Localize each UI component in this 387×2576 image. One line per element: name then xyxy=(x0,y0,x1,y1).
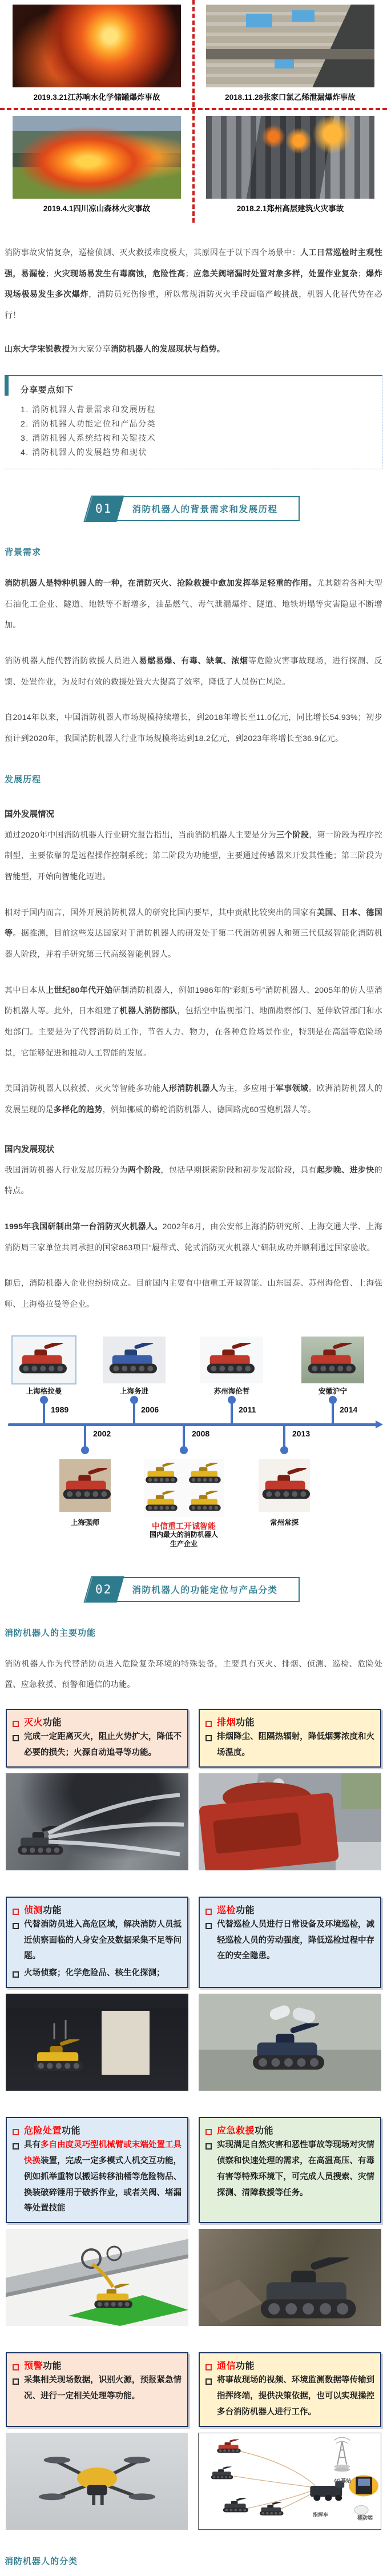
subheading-domestic: 国内发展现状 xyxy=(5,1145,54,1154)
garage-overlay xyxy=(6,1994,188,2091)
disaster-photo-liangshan xyxy=(13,116,181,199)
photo-patrol-robot xyxy=(199,1994,381,2091)
square-bullet-icon xyxy=(205,2129,212,2135)
share-point-item: 3. 消防机器人系统结构和关键技术 xyxy=(21,433,156,443)
square-bullet-icon xyxy=(205,2364,212,2370)
timeline-photo-grid xyxy=(144,1459,224,1517)
square-bullet-icon xyxy=(205,1923,212,1929)
disaster-photo-zhangjiakou xyxy=(206,5,374,87)
timeline-stem xyxy=(84,1426,86,1448)
timeline-stem xyxy=(183,1426,185,1448)
fire-robot-icon xyxy=(259,1468,310,1503)
red-dashed-horizontal-divider xyxy=(0,108,387,110)
photo-emergency-rescue-robot xyxy=(199,2229,381,2326)
function-box-smoke-exhaust xyxy=(199,1709,381,1768)
speaker-paragraph: 山东大学宋锐教授为大家分享消防机器人的发展现状与趋势。 xyxy=(5,344,225,353)
function-box-hazard-handling xyxy=(6,2117,188,2223)
disaster-photo-xiangshui xyxy=(13,5,181,87)
timeline-stem xyxy=(332,1400,334,1424)
label-4g-base-station: 4G基站 xyxy=(333,2477,351,2484)
disaster-caption: 2018.11.28张家口氯乙烯泄漏爆炸事故 xyxy=(225,93,356,102)
function-row-4 xyxy=(0,2352,387,2529)
square-bullet-icon xyxy=(13,1923,19,1929)
intro-paragraph: 消防事故灾情复杂，巡检侦测、灭火救援难度极大，其原因在于以下四个场景中：人工日常巡检时主观性强，易漏检；火灾现场易发生有毒腐蚀，危险性高；应急关阀堵漏时处置对象多样，处置作业复杂；爆炸现场极易发生多次爆炸，消防员死伤惨重，所以常规消防灭火手段面临严峻挑战，机器人化替代势在必行！ xyxy=(5,248,383,320)
square-bullet-icon xyxy=(205,1721,212,1727)
red-dashed-vertical-divider xyxy=(192,0,195,223)
timeline-stem xyxy=(43,1400,45,1424)
rubble-overlay xyxy=(199,2229,381,2326)
function-title: 灭火功能 xyxy=(24,1718,62,1728)
timeline-photo xyxy=(59,1459,111,1512)
section-title: 消防机器人的功能定位与产品分类 xyxy=(101,1577,299,1602)
function-body: 具有多自由度灵巧型机械臂或末端处置工具快换装置，完成一定多模式人机交互功能，例如抓举重物以搬运转移油桶等危险物品、换装破碎锤用于破拆作业，或者关阀、堵漏等处置技能 xyxy=(24,2140,182,2213)
photo-extinguish-robot xyxy=(6,1773,188,1870)
disaster-cell xyxy=(194,5,387,102)
timeline-company: 常州常探 xyxy=(269,1518,299,1527)
disaster-photo-grid xyxy=(0,0,387,223)
share-points-title: 分享要点如下 xyxy=(21,386,74,396)
square-bullet-icon xyxy=(13,1721,19,1727)
disaster-caption: 2019.4.1四川凉山森林火灾事故 xyxy=(43,204,151,213)
function-body: 完成一定距离灭火，阻止火势扩大，降低不必要的损失；火源自动追寻等功能。 xyxy=(24,1732,182,1757)
square-bullet-icon xyxy=(13,2378,19,2385)
abroad-paragraph-4: 美国消防机器人以救援、灭火等智能多功能人形消防机器人为主，多应用于军事领域。欧洲消防机器人的发展呈现的是多样化的趋势，例如挪威的蟒蛇消防机器人、德国路虎60雪炮机器人等。 xyxy=(5,1084,382,1114)
function-body-2: 火场侦察；化学危险品、核生化探测； xyxy=(24,1969,165,1978)
function-body: 将事故现场的视频、环境监测数据等传输到指挥终端，提供决策依据，也可以实现操控多台消防机器人进行工作。 xyxy=(217,2376,374,2417)
timeline-company: 苏州海伦哲 xyxy=(213,1387,250,1395)
timeline-company-sub2: 生产企业 xyxy=(170,1539,197,1548)
domestic-paragraph-1: 我国消防机器人行业发展历程分为两个阶段，包括早期探索阶段和初步发展阶段，具有起步晚、进步快的特点。 xyxy=(5,1165,382,1196)
function-body: 实现满足自然灾害和恶性事故等现场对灾情侦察和快速处理的需求，在高温高压、有毒有害等特殊环境下，可完成人员搜索、灾情探测、清障救援等任务。 xyxy=(217,2140,374,2197)
abroad-paragraph-1: 通过2020年中国消防机器人行业研究报告指出，当前消防机器人主要是分为三个阶段，第一阶段为程序控制型，主要依靠的是远程操作控制系统；第二阶段为功能型，主要通过传感器来开发其性能；第三阶段为智能型，开始向智能化迈进。 xyxy=(5,830,382,882)
fire-robot-icon xyxy=(141,1463,183,1486)
water-spray-overlay xyxy=(6,1773,188,1870)
timeline-year: 2002 xyxy=(93,1428,111,1438)
section-banner-01 xyxy=(0,496,387,522)
square-bullet-icon xyxy=(13,2364,19,2370)
photo-smoke-exhaust-robot xyxy=(199,1773,381,1870)
timeline-event-changtan xyxy=(247,1337,321,1550)
heading-classification: 消防机器人的分类 xyxy=(5,2556,78,2566)
heading-main-functions: 消防机器人的主要功能 xyxy=(5,1628,96,1638)
timeline-year: 2011 xyxy=(239,1404,256,1414)
disaster-cell xyxy=(0,116,194,214)
timeline-year: 2008 xyxy=(192,1428,210,1438)
timeline-dot xyxy=(180,1446,188,1454)
function-body: 采集相关现场数据，识别火源，预报紧急情况、进行一定相关处理等功能。 xyxy=(24,2376,182,2401)
function-row-1 xyxy=(0,1709,387,1870)
pipe-valve-overlay xyxy=(6,2229,188,2326)
photo-detection-robot xyxy=(6,1994,188,2091)
timeline-company: 安徽沪宁 xyxy=(318,1387,347,1395)
timeline-dot xyxy=(280,1446,288,1454)
function-title: 通信功能 xyxy=(217,2361,255,2372)
function-body: 排烟降尘、阻隔热辐射，降低烟雾浓度和火场温度。 xyxy=(217,1732,374,1757)
timeline-stem xyxy=(283,1426,285,1448)
heading-development-history: 发展历程 xyxy=(5,774,42,784)
timeline-company: 上海务进 xyxy=(119,1387,148,1395)
timeline-dot xyxy=(81,1446,89,1454)
domestic-paragraph-2: 1995年我国研制出第一台消防灭火机器人。2002年6月，由公安部上海消防研究所、上海交通大学、上海消防局三家单位共同承担的国家863项目“履带式、轮式消防灭火机器人”研制成功并顺利通过国家验收。 xyxy=(5,1222,382,1252)
share-point-item: 2. 消防机器人功能定位和产品分类 xyxy=(21,419,156,429)
function-row-2 xyxy=(0,1897,387,2091)
square-bullet-icon xyxy=(13,2143,19,2150)
section-banner-02 xyxy=(0,1576,387,1603)
function-box-extinguish xyxy=(6,1709,188,1768)
function-box-communication xyxy=(199,2352,381,2426)
function-box-detection xyxy=(6,1897,188,1988)
disaster-caption: 2018.2.1郑州高层建筑火灾事故 xyxy=(236,204,344,213)
function-title: 应急救援功能 xyxy=(217,2126,274,2136)
heading-background-need: 背景需求 xyxy=(5,547,42,557)
function-box-early-warning xyxy=(6,2352,188,2426)
function-body: 代替巡检人员进行日常设备及环境巡检，减轻巡检人员的劳动强度，降低巡检过程中存在的安全隐患。 xyxy=(217,1919,374,1961)
square-bullet-icon xyxy=(13,1971,19,1978)
functions-intro-paragraph: 消防机器人作为代替消防员进入危险复杂环境的特殊装备，主要具有灭火、排烟、侦测、巡检、危险处置、应急救援、预警和通信的功能。 xyxy=(5,1659,382,1689)
disaster-cell xyxy=(0,5,194,102)
square-bullet-icon xyxy=(13,2129,19,2135)
disaster-cell xyxy=(194,116,387,214)
function-body: 代替消防员进入高危区域，解决消防人员抵近侦察面临的人身安全及数据采集不足等问题。 xyxy=(24,1919,182,1961)
function-row-3 xyxy=(0,2117,387,2326)
timeline-event-kaicheng xyxy=(132,1337,235,1550)
square-bullet-icon xyxy=(205,2143,212,2150)
fire-robot-icon xyxy=(141,1491,183,1514)
domestic-paragraph-3: 随后，消防机器人企业也纷纷成立。目前国内主要有中信重工开诚智能、山东国泰、苏州海伦哲、上海强师、上海格拉曼等企业。 xyxy=(5,1278,382,1309)
timeline-year: 2014 xyxy=(340,1404,358,1414)
fire-robot-icon xyxy=(184,1463,227,1486)
section-number-badge: 02 xyxy=(84,1576,124,1603)
square-bullet-icon xyxy=(205,1909,212,1915)
function-box-patrol xyxy=(199,1897,381,1988)
timeline-company: 上海强师 xyxy=(70,1518,99,1527)
drone-overlay xyxy=(6,2433,188,2530)
square-bullet-icon xyxy=(205,1735,212,1741)
photo-warning-drone xyxy=(6,2433,188,2530)
square-bullet-icon xyxy=(13,1909,19,1915)
subheading-abroad: 国外发展情况 xyxy=(5,810,54,819)
diagram-communication-network xyxy=(198,2433,381,2530)
function-box-emergency-rescue xyxy=(199,2117,381,2223)
share-point-item: 1. 消防机器人背景需求和发展历程 xyxy=(21,405,156,414)
network-diagram-overlay xyxy=(199,2433,381,2529)
photo-hazard-handling-robot xyxy=(6,2229,188,2326)
patrol-overlay xyxy=(199,1994,381,2091)
abroad-paragraph-2: 相对于国内而言，国外开展消防机器人的研究比国内要早，其中贡献比较突出的国家有美国、日本、德国等。据推测，目前这些发达国家对于消防机器人的研发处于第二代消防机器人和第三代低级智能化消防机器人阶段，并着手研究第三代高级智能机器人。 xyxy=(5,907,382,959)
section-number-badge: 01 xyxy=(84,496,124,522)
share-points-box xyxy=(5,375,382,469)
timeline-year: 1989 xyxy=(51,1404,69,1414)
timeline-year: 2006 xyxy=(141,1404,159,1414)
background-paragraph-1: 消防机器人是特种机器人的一种，在消防灭火、抢险救援中愈加发挥举足轻重的作用。尤其随着各种大型石油化工企业、隧道、地铁等不断增多，油品燃气、毒气泄漏爆炸、隧道、地铁坍塌等灾害隐患不断增加。 xyxy=(5,578,382,630)
timeline-company-sub1: 国内最大的消防机器人 xyxy=(149,1530,218,1539)
section-title: 消防机器人的背景需求和发展历程 xyxy=(101,496,299,521)
label-command-vehicle: 指挥车 xyxy=(312,2511,328,2518)
background-paragraph-2: 消防机器人能代替消防救援人员进入易燃易爆、有毒、缺氧、浓烟等危险灾害事故现场，进行探测、反馈、处置作业，为及时有效的救援处置大大提高了效率，降低了人员伤亡风险。 xyxy=(5,656,382,686)
timeline-photo xyxy=(259,1459,310,1512)
timeline-company-highlight: 中信重工开诚智能 xyxy=(152,1521,216,1531)
timeline-company: 上海格拉曼 xyxy=(26,1387,62,1395)
fire-robot-icon xyxy=(184,1491,227,1514)
disaster-photo-zhengzhou xyxy=(206,116,374,199)
company-timeline xyxy=(0,1337,387,1550)
function-title: 预警功能 xyxy=(24,2361,62,2372)
fire-robot-icon xyxy=(59,1468,111,1503)
square-bullet-icon xyxy=(13,1735,19,1741)
red-machine-overlay xyxy=(199,1773,381,1870)
label-mobile-terminal: 移动端 xyxy=(357,2514,373,2521)
function-title: 侦测功能 xyxy=(24,1905,62,1915)
share-point-item: 4. 消防机器人的发展趋势和现状 xyxy=(21,448,147,457)
background-paragraph-3: 自2014年以来，中国消防机器人市场规模持续增长，到2018年增长至11.0亿元，同比增长54.93%；初步预计到2020年，我国消防机器人行业市场规模将达到18.2亿元，到2023年将增长至36.9亿元。 xyxy=(5,713,382,743)
abroad-paragraph-3: 其中日本从上世纪80年代开始研制消防机器人，例如1986年的“彩虹5号”消防机器人、2005年的仿人型消防机器人等。此外，日本组建了机器人消防部队，包括空中监视部门、地面勘察部门、延伸软管部门和水炮部门。主要是为了代替消防员工作，节省人力、物力，在各种危险场景作业，特别是在高温等危险场景，它能够促进和推动人工智能的发展。 xyxy=(5,985,383,1057)
disaster-caption: 2019.3.21江苏响水化学储罐爆炸事故 xyxy=(33,93,160,102)
square-bullet-icon xyxy=(205,2378,212,2385)
function-title: 巡检功能 xyxy=(217,1905,255,1915)
timeline-year: 2013 xyxy=(292,1428,311,1438)
timeline-event-qiangshi xyxy=(48,1337,122,1550)
function-title: 排烟功能 xyxy=(217,1718,255,1728)
function-title: 危险处置功能 xyxy=(24,2126,81,2136)
